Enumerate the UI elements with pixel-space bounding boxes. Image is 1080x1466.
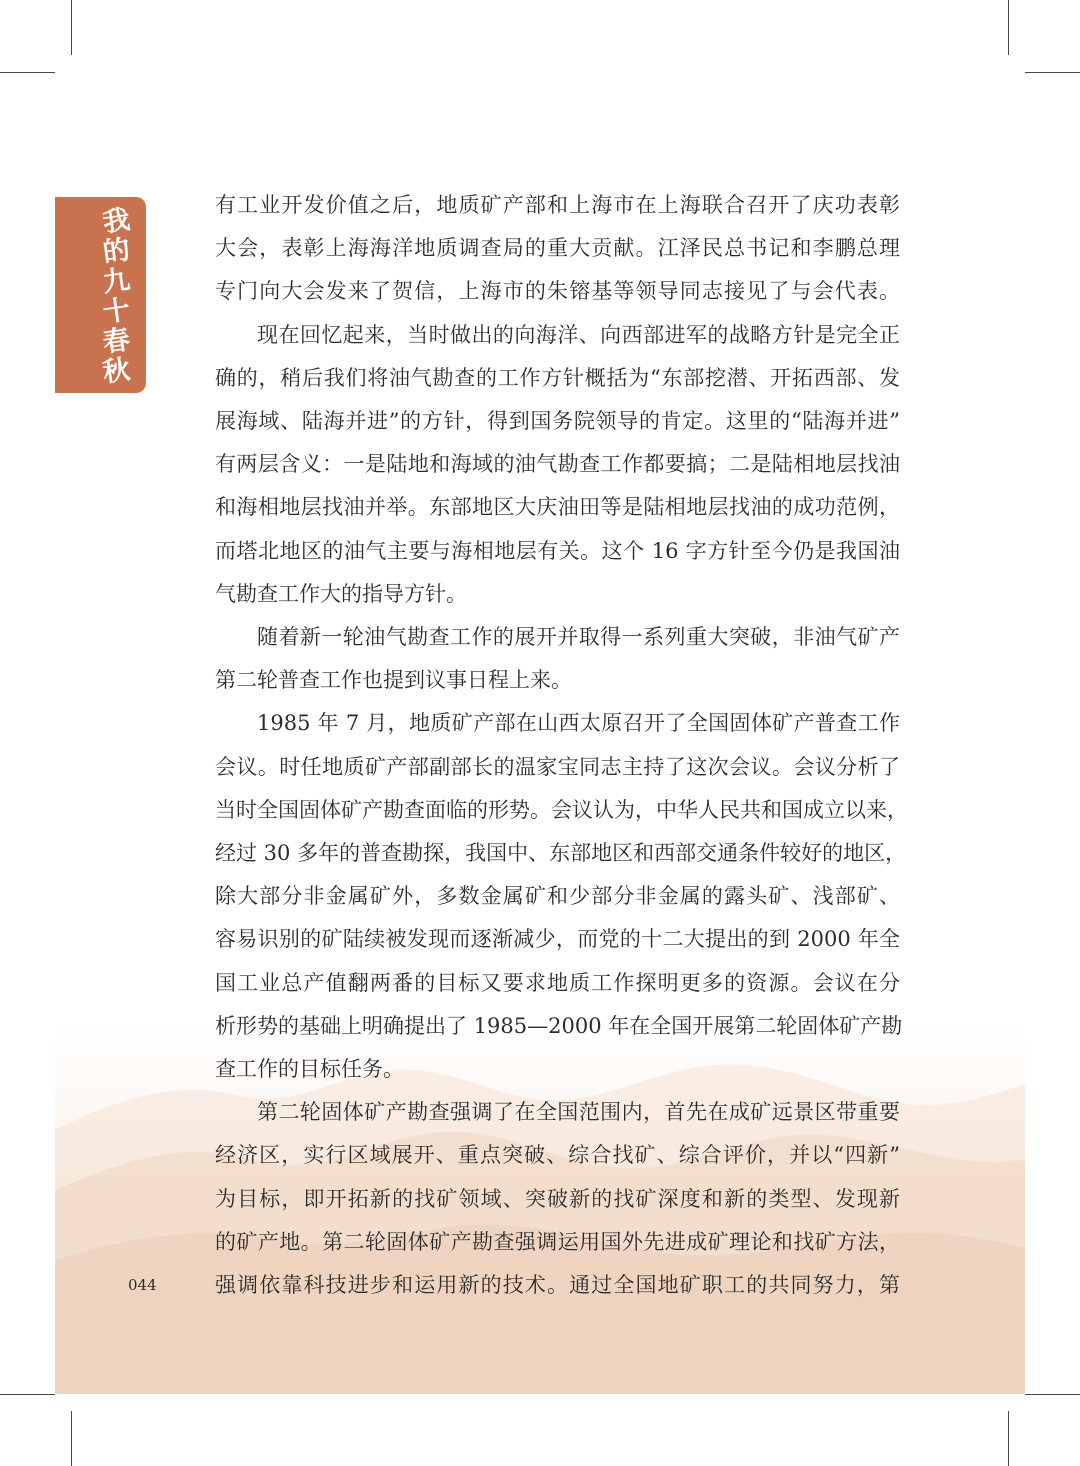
text-line: 为目标，即开拓新的找矿领域、突破新的找矿深度和新的类型、发现新 (215, 1186, 900, 1211)
paragraph (215, 616, 900, 702)
text-line: 第二轮固体矿产勘查强调了在全国范围内，首先在成矿远景区带重要 (257, 1100, 900, 1125)
crop-mark (0, 1394, 55, 1395)
text-line: 会议。时任地质矿产部副部长的温家宝同志主持了这次会议。会议分析了 (215, 754, 900, 779)
text-line: 第二轮普查工作也提到议事日程上来。 (215, 668, 572, 693)
text-line: 经过 30 多年的普查勘探，我国中、东部地区和西部交通条件较好的地区， (215, 841, 907, 866)
text-line: 除大部分非金属矿外，多数金属矿和少部分非金属的露头矿、浅部矿、 (215, 884, 900, 909)
text-line: 析形势的基础上明确提出了 1985—2000 年在全国开展第二轮固体矿产勘 (215, 1013, 903, 1038)
text-line: 1985 年 7 月，地质矿产部在山西太原召开了全国固体矿产普查工作 (257, 711, 900, 736)
text-line: 而塔北地区的油气主要与海相地层有关。这个 16 字方针至今仍是我国油 (215, 538, 900, 563)
body-text (215, 184, 908, 1307)
text-line: 有工业开发价值之后，地质矿产部和上海市在上海联合召开了庆功表彰 (215, 193, 900, 217)
text-line: 专门向大会发来了贺信，上海市的朱镕基等领导同志接见了与会代表。 (215, 279, 900, 304)
text-line: 经济区，实行区域展开、重点突破、综合找矿、综合评价，并以“四新” (215, 1143, 900, 1168)
crop-mark (1025, 1394, 1080, 1395)
side-tab-char: 的 (100, 234, 132, 269)
paragraph (215, 314, 900, 616)
text-line: 展海域、陆海并进”的方针，得到国务院领导的肯定。这里的“陆海并进” (215, 409, 900, 434)
side-tab-title (86, 204, 146, 389)
page-number: 044 (128, 1276, 157, 1294)
text-line: 的矿产地。第二轮固体矿产勘查强调运用国外先进成矿理论和找矿方法， (215, 1229, 900, 1254)
text-line: 和海相地层找油并举。东部地区大庆油田等是陆相地层找油的成功范例， (215, 495, 900, 520)
side-tab-char: 春 (100, 324, 132, 359)
side-tab-char: 十 (100, 294, 132, 329)
text-line: 气勘查工作大的指导方针。 (215, 581, 467, 606)
text-line: 强调依靠科技进步和运用新的技术。通过全国地矿职工的共同努力，第 (215, 1273, 900, 1298)
crop-mark (1008, 0, 1009, 55)
paragraph (215, 1091, 900, 1307)
paragraph (215, 702, 908, 1091)
text-line: 当时全国固体矿产勘查面临的形势。会议认为，中华人民共和国成立以来， (215, 797, 908, 822)
crop-mark (71, 0, 72, 55)
text-line: 容易识别的矿陆续被发现而逐渐减少，而党的十二大提出的到 2000 年全 (215, 927, 900, 952)
side-tab-char: 秋 (100, 354, 132, 389)
side-tab-char: 我 (100, 204, 132, 239)
crop-mark (71, 1411, 72, 1466)
text-line: 大会，表彰上海海洋地质调查局的重大贡献。江泽民总书记和李鹏总理 (215, 236, 900, 261)
paragraph (215, 184, 900, 314)
side-tab-char: 九 (100, 264, 132, 299)
text-line: 确的，稍后我们将油气勘查的工作方针概括为“东部挖潜、开拓西部、发 (215, 365, 900, 390)
text-line: 有两层含义：一是陆地和海域的油气勘查工作都要搞；二是陆相地层找油 (215, 452, 900, 477)
crop-mark (1008, 1411, 1009, 1466)
text-line: 随着新一轮油气勘查工作的展开并取得一系列重大突破，非油气矿产 (257, 625, 900, 650)
text-line: 国工业总产值翻两番的目标又要求地质工作探明更多的资源。会议在分 (215, 970, 900, 995)
text-line: 现在回忆起来，当时做出的向海洋、向西部进军的战略方针是完全正 (257, 322, 900, 347)
crop-mark (1025, 72, 1080, 73)
text-line: 查工作的目标任务。 (215, 1057, 404, 1082)
crop-mark (0, 72, 55, 73)
